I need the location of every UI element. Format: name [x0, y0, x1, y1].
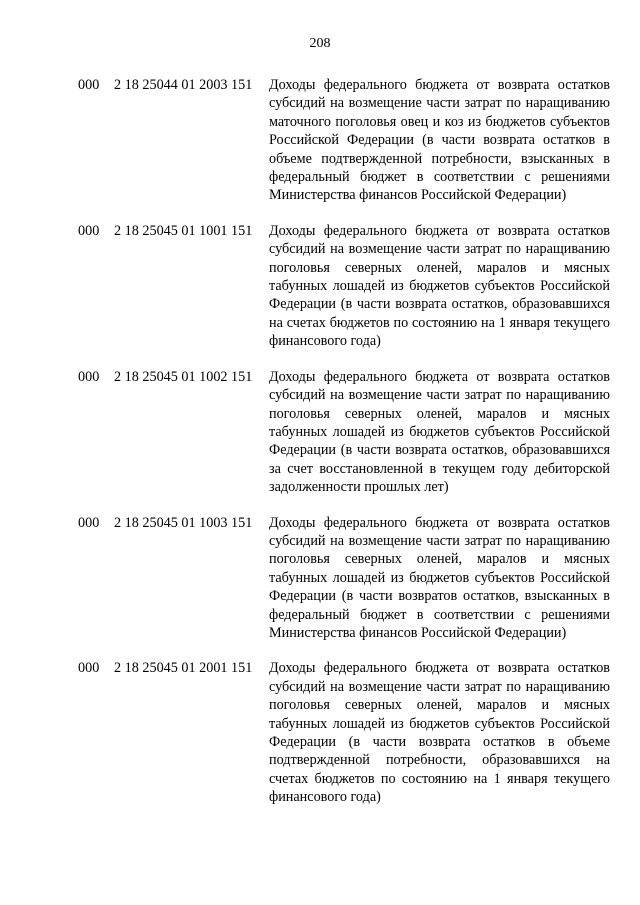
budget-classification-code: 2 18 25045 01 2001 151 — [114, 660, 253, 677]
entry-description: Доходы федерального бюджета от возврата остатков субсидий на возмещение части затрат по наращиванию поголовья северных оленей, маралов и мясных табунных лошадей из бюджетов субъектов Российской Федерации (в части возврата остатков в объеме подтвержденной потребности, образовавшихся на счетах бюджетов по состоянию на 1 января текущего финансового года) — [269, 660, 610, 806]
admin-code: 000 — [78, 368, 100, 385]
admin-code: 000 — [78, 660, 100, 677]
budget-classification-code: 2 18 25045 01 1002 151 — [114, 368, 253, 385]
budget-entry — [78, 368, 610, 497]
budget-entry — [78, 659, 610, 806]
budget-classification-code: 2 18 25045 01 1003 151 — [114, 514, 253, 531]
admin-code: 000 — [78, 222, 100, 239]
budget-classification-code: 2 18 25045 01 1001 151 — [114, 222, 253, 239]
entry-description: Доходы федерального бюджета от возврата остатков субсидий на возмещение части затрат по наращиванию поголовья северных оленей, маралов и мясных табунных лошадей из бюджетов субъектов Российской Федерации (в части возврата остатков, образовавшихся за счет восстановленной в текущем году дебиторской задолженности прошлых лет) — [269, 368, 610, 496]
entry-description: Доходы федерального бюджета от возврата остатков субсидий на возмещение части затрат по наращиванию поголовья северных оленей, маралов и мясных табунных лошадей из бюджетов субъектов Российской Федерации (в части возвратов остатков, взысканных в федеральный бюджет в соответствии с решениями Министерства финансов Российской Федерации) — [269, 514, 610, 641]
entry-description: Доходы федерального бюджета от возврата остатков субсидий на возмещение части затрат по наращиванию поголовья северных оленей, маралов и мясных табунных лошадей из бюджетов субъектов Российской Федерации (в части возврата остатков, образовавшихся на счетах бюджетов по состоянию на 1 января текущего финансового года) — [269, 222, 610, 350]
budget-entry — [78, 76, 610, 205]
budget-entry — [78, 514, 610, 643]
budget-classification-code: 2 18 25044 01 2003 151 — [114, 77, 253, 93]
budget-entry — [78, 222, 610, 351]
budget-code-list — [78, 76, 610, 824]
page-number: 208 — [309, 36, 331, 51]
entry-description: Доходы федерального бюджета от возврата остатков субсидий на возмещение части затрат по наращиванию маточного поголовья овец и коз из бюджетов субъектов Российской Федерации (в части возврата остатков в объеме подтвержденной потребности, взысканных в федеральный бюджет в соответствии с решениями Министерства финансов Российской Федерации) — [269, 77, 610, 204]
admin-code: 000 — [78, 514, 100, 531]
admin-code: 000 — [78, 77, 100, 93]
